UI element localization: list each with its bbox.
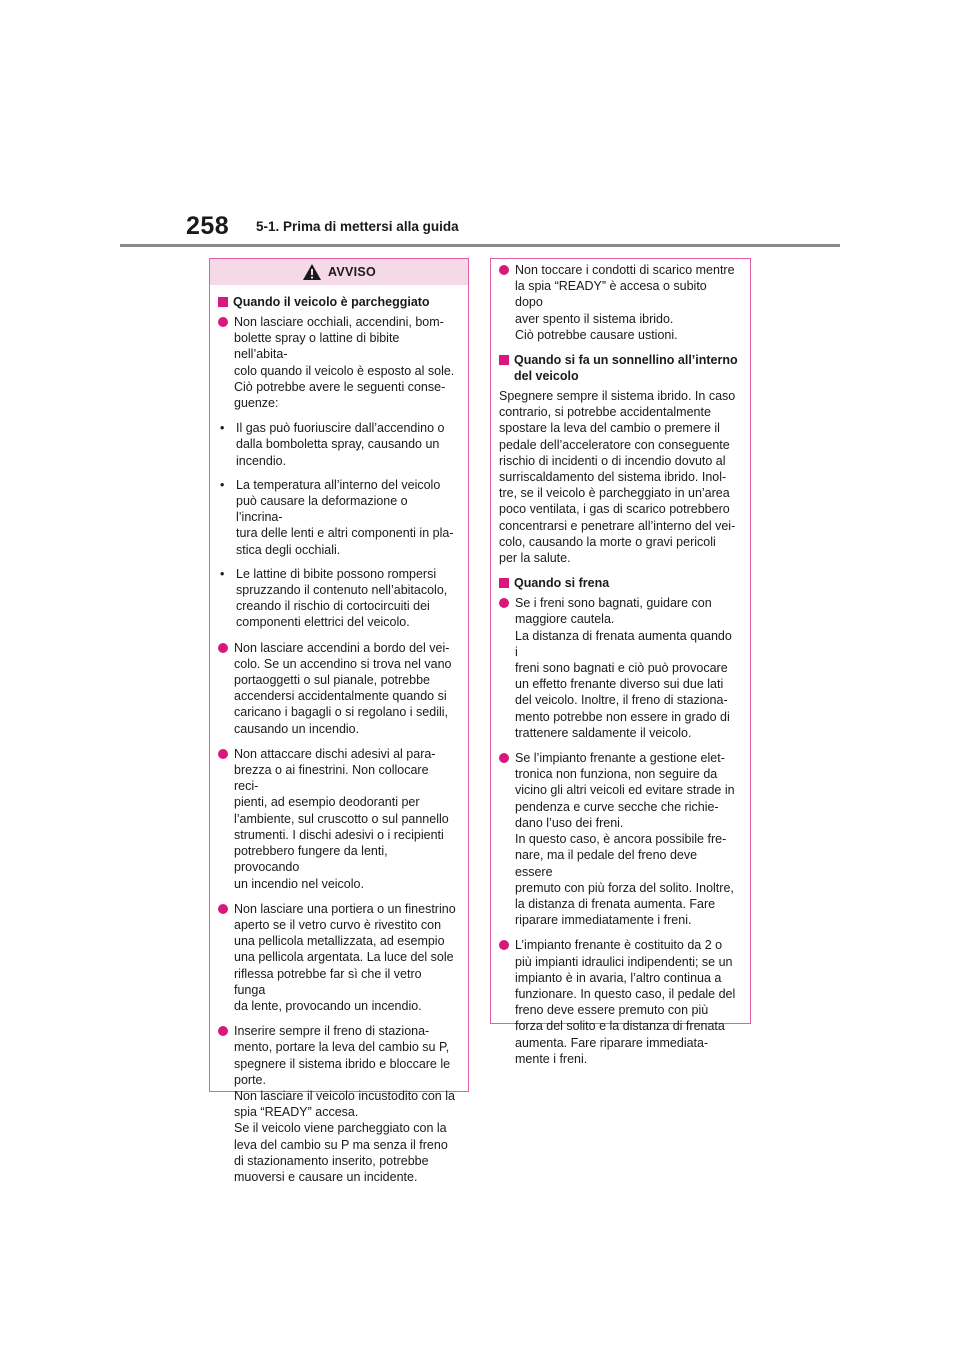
text-line: bolette spray o lattine di bibite nell’abita-: [234, 331, 400, 362]
text-line: spegnere il sistema ibrido e bloccare le: [234, 1056, 451, 1071]
text-line: incendio.: [236, 453, 287, 468]
bullet-text: [234, 1023, 455, 1185]
text-line: di stazionamento inserito, potrebbe: [234, 1153, 429, 1168]
text-line: mente i freni.: [515, 1051, 588, 1066]
text-line: contrario, si potrebbe accidentalmente: [499, 405, 711, 420]
text-line: Non lasciare una portiera o un finestrino: [234, 901, 456, 916]
bullet-text: [515, 262, 738, 343]
text-line: brezza o ai finestrini. Non collocare reci-: [234, 763, 429, 794]
round-bullet-icon: [218, 749, 228, 759]
square-bullet-icon: [499, 355, 509, 365]
text-line: Inserire sempre il freno di staziona-: [234, 1024, 430, 1039]
sub-bullet-marker: •: [220, 477, 225, 492]
text-line: caricano i bagagli o si regolano i sedili,: [234, 705, 449, 720]
text-line: La temperatura all’interno del veicolo: [236, 477, 441, 492]
text-line: Non lasciare accendini a bordo del vei-: [234, 640, 450, 655]
round-bullet-icon: [499, 940, 509, 950]
text-line: freno deve essere premuto con più: [515, 1003, 709, 1018]
text-line: spruzzando il contenuto nell’abitacolo,: [236, 583, 448, 598]
bullet-text: [234, 746, 456, 892]
round-bullet-icon: [218, 317, 228, 327]
bullet-item: [499, 750, 738, 928]
text-line: tre, se il veicolo è parcheggiato in un’area: [499, 486, 730, 501]
text-line: Se il veicolo viene parcheggiato con la: [234, 1121, 447, 1136]
bullet-text: [515, 595, 738, 741]
text-line: pendenza e curve secche che richie-: [515, 799, 719, 814]
text-line: del veicolo. Inoltre, il freno di staziona-: [515, 693, 728, 708]
square-bullet-icon: [499, 578, 509, 588]
round-bullet-icon: [499, 598, 509, 608]
text-line: per la salute.: [499, 551, 571, 566]
text-line: Ciò potrebbe causare ustioni.: [515, 327, 678, 342]
text-line: nare, ma il pedale del freno deve essere: [515, 848, 698, 879]
text-line: Il gas può fuoriuscire dall’accendino o: [236, 421, 445, 436]
warning-box-right: [490, 258, 751, 1066]
text-line: In questo caso, è ancora possibile fre-: [515, 832, 727, 847]
section-title: 5-1. Prima di mettersi alla guida: [256, 219, 459, 234]
sub-list-item: [218, 420, 456, 469]
text-line: causando un incendio.: [234, 721, 360, 736]
round-bullet-icon: [218, 904, 228, 914]
text-line: può causare la deformazione o l’incrina-: [236, 494, 408, 525]
bullet-item: [218, 314, 456, 411]
text-line: Non toccare i condotti di scarico mentre: [515, 263, 735, 277]
text-line: surriscaldamento del sistema ibrido. Inol-: [499, 470, 727, 485]
text-line: Non attaccare dischi adesivi al para-: [234, 746, 436, 761]
text-line: colo. Se un accendino si trova nel vano: [234, 656, 452, 671]
bullet-item: [218, 746, 456, 892]
text-line: aver spento il sistema ibrido.: [515, 311, 674, 326]
text-line: forza del solito e la distanza di frenata: [515, 1019, 725, 1034]
bullet-item: [499, 595, 738, 741]
text-line: stica degli occhiali.: [236, 542, 341, 557]
text-line: Quando si fa un sonnellino all’interno: [514, 353, 738, 368]
text-line: vicino gli altri veicoli ed evitare strade in: [515, 783, 735, 798]
text-line: strumenti. I dischi adesivi o i recipienti: [234, 827, 444, 842]
text-line: freni sono bagnati e ciò può provocare: [515, 661, 728, 676]
text-line: Ciò potrebbe avere le seguenti conse-: [234, 379, 446, 394]
bullet-text: [234, 314, 456, 411]
text-line: pedale dell’acceleratore con conseguente: [499, 437, 730, 452]
text-line: funzionare. In questo caso, il pedale del: [515, 986, 736, 1001]
section-heading: [499, 575, 738, 591]
text-line: maggiore cautela.: [515, 612, 615, 627]
text-line: L’impianto frenante è costituito da 2 o: [515, 938, 723, 953]
text-line: tronica non funziona, non seguire da: [515, 767, 718, 782]
sub-item-text: [236, 420, 444, 469]
text-line: riparare immediatamente i freni.: [515, 913, 692, 928]
section-heading: [499, 352, 738, 384]
text-line: leva del cambio su P ma senza il freno: [234, 1137, 448, 1152]
bullet-text: [234, 640, 452, 737]
text-line: la spia “READY” è accesa o subito dopo: [515, 279, 707, 310]
text-line: creando il rischio di cortocircuiti dei: [236, 599, 430, 614]
warning-triangle-icon: [302, 263, 322, 281]
text-line: mento, portare la leva del cambio su P,: [234, 1040, 450, 1055]
text-line: mento potrebbe non essere in grado di: [515, 709, 730, 724]
warning-title: AVVISO: [327, 265, 377, 279]
round-bullet-icon: [218, 643, 228, 653]
round-bullet-icon: [499, 265, 509, 275]
text-line: Se l’impianto frenante a gestione elet-: [515, 751, 725, 766]
text-line: impianto è in avaria, l’altro continua a: [515, 970, 722, 985]
text-line: tura delle lenti e altri componenti in pla-: [236, 526, 454, 541]
text-line: Le lattine di bibite possono rompersi: [236, 566, 437, 581]
sub-bullet-marker: •: [220, 421, 225, 436]
text-line: La distanza di frenata aumenta quando i: [515, 628, 732, 659]
sub-item-text: [236, 566, 447, 631]
text-line: una pellicola argentata. La luce del sole: [234, 950, 454, 965]
header-rule: [120, 244, 840, 247]
sub-list-item: [218, 477, 456, 558]
sub-list: [218, 420, 456, 630]
sub-bullet-marker: •: [220, 566, 225, 581]
text-line: una pellicola metallizzata, ad esempio: [234, 934, 445, 949]
text-line: l’ambiente, sul cruscotto o sul pannello: [234, 811, 449, 826]
text-line: un incendio nel veicolo.: [234, 876, 364, 891]
text-line: colo, causando la morte o gravi pericoli: [499, 534, 716, 549]
text-line: trattenere saldamente il veicolo.: [515, 725, 692, 740]
text-line: Non lasciare occhiali, accendini, bom-: [234, 315, 444, 329]
text-line: potrebbero fungere da lenti, provocando: [234, 844, 388, 875]
text-line: premuto con più forza del solito. Inoltre,: [515, 880, 734, 895]
bullet-item: [218, 901, 456, 1014]
sub-item-text: [236, 477, 456, 558]
text-line: riflessa potrebbe far sì che il vetro funga: [234, 966, 422, 997]
heading-text: Quando il veicolo è parcheggiato: [233, 295, 430, 309]
text-line: pienti, ad esempio deodoranti per: [234, 795, 420, 810]
text-line: dalla bomboletta spray, causando un: [236, 437, 440, 452]
bullet-text: [515, 750, 738, 928]
text-line: Non lasciare il veicolo incustodito con la: [234, 1088, 455, 1103]
warning-box-left: [209, 258, 469, 1184]
text-line: più impianti idraulici indipendenti; se un: [515, 954, 733, 969]
heading-text: Quando si frena: [514, 576, 610, 591]
heading-text: [514, 352, 738, 384]
text-line: accendersi accidentalmente quando si: [234, 689, 447, 704]
bullet-text: [515, 937, 735, 1067]
text-line: un effetto frenante diverso sui due lati: [515, 677, 724, 692]
text-line: spia “READY” accesa.: [234, 1105, 359, 1120]
warning-header: [210, 259, 468, 285]
bullet-text: [234, 901, 456, 1014]
bullet-item: [218, 1023, 456, 1185]
text-line: colo quando il veicolo è esposto al sole.: [234, 363, 455, 378]
square-bullet-icon: [218, 297, 228, 307]
text-line: del veicolo: [514, 369, 579, 384]
page-number: 258: [186, 212, 230, 240]
round-bullet-icon: [218, 1026, 228, 1036]
text-line: muoversi e causare un incidente.: [234, 1169, 418, 1184]
text-line: Spegnere sempre il sistema ibrido. In caso: [499, 389, 736, 404]
text-line: componenti elettrici del veicolo.: [236, 615, 410, 630]
text-line: rischio di incidenti o di incendio dovuto al: [499, 453, 726, 468]
text-line: dano l’uso dei freni.: [515, 815, 624, 830]
text-line: aumenta. Fare riparare immediata-: [515, 1035, 709, 1050]
paragraph: [499, 388, 738, 566]
text-line: portaoggetti o sul pianale, potrebbe: [234, 673, 430, 688]
text-line: aperto se il vetro curvo è rivestito con: [234, 917, 442, 932]
text-line: Se i freni sono bagnati, guidare con: [515, 596, 712, 611]
text-line: poco ventilata, i gas di scarico potrebbero: [499, 502, 730, 517]
bullet-item: [499, 262, 738, 343]
bullet-item: [499, 937, 738, 1067]
text-line: spostare la leva del cambio o premere il: [499, 421, 720, 436]
round-bullet-icon: [499, 753, 509, 763]
sub-list-item: [218, 566, 456, 631]
section-heading: [218, 294, 456, 310]
text-line: guenze:: [234, 396, 279, 411]
text-line: porte.: [234, 1072, 266, 1087]
text-line: concentrarsi e penetrare all’interno del vei-: [499, 518, 736, 533]
text-line: la distanza di frenata aumenta. Fare: [515, 896, 716, 911]
bullet-item: [218, 640, 456, 737]
text-line: da lente, provocando un incendio.: [234, 998, 422, 1013]
